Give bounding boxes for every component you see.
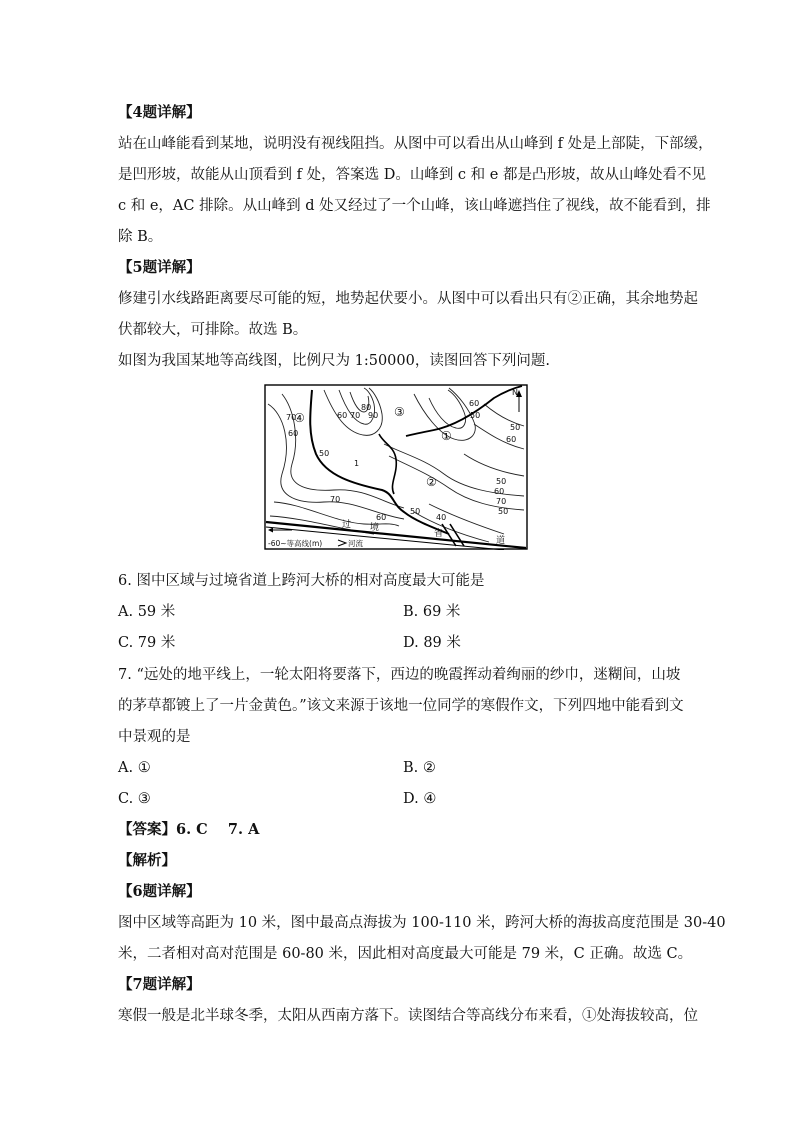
section-6-heading: 【6题详解】 <box>118 883 201 900</box>
q6-option-c[interactable]: C. 79 米 <box>118 635 176 651</box>
question-7-line-3: 中景观的是 <box>118 729 191 745</box>
road-label: 境 <box>370 523 380 533</box>
site-label-4: ④ <box>294 411 305 425</box>
contour-label: 70 <box>350 411 361 420</box>
contour-label: 50 <box>319 449 330 458</box>
q7-option-c[interactable]: C. ③ <box>118 791 151 807</box>
contour-label: 50 <box>410 507 421 516</box>
contour-label: 70 <box>286 413 297 422</box>
road-label: 道 <box>496 536 506 546</box>
contour-label: 60 <box>376 513 387 522</box>
site-label-3: ③ <box>394 405 405 419</box>
contour-label: 60 <box>494 487 505 496</box>
section-5-heading: 【5题详解】 <box>118 259 201 276</box>
contour-label: 70 <box>496 497 507 506</box>
answer-line: 【答案】6. C 7. A <box>118 821 260 838</box>
q7-option-b[interactable]: B. ② <box>403 760 436 776</box>
spot-height-label: 1 <box>354 459 360 468</box>
contour-label: 90 <box>368 411 379 420</box>
contour-label: 40 <box>436 513 447 522</box>
contour-label: 60 <box>506 435 517 444</box>
figure-intro: 如图为我国某地等高线图，比例尺为 1:50000，读图回答下列问题. <box>118 353 550 369</box>
q6-option-a[interactable]: A. 59 米 <box>118 604 176 620</box>
site-label-2: ② <box>426 475 437 489</box>
contour-label: 50 <box>510 423 521 432</box>
road-label: 过 <box>342 520 352 530</box>
contour-label: 70 <box>330 495 341 504</box>
legend-river: 河流 <box>348 539 363 548</box>
contour-map-figure <box>264 384 528 550</box>
section-6-line-1: 图中区域等高距为 10 米，图中最高点海拔为 100-110 米，跨河大桥的海拔高度范围是 30-40 <box>118 915 726 931</box>
q6-option-b[interactable]: B. 69 米 <box>403 604 461 620</box>
section-4-line-3: c 和 e，AC 排除。从山峰到 d 处又经过了一个山峰，该山峰遮挡住了视线，故不能看到，排 <box>118 198 711 214</box>
contour-label: 60 <box>337 411 348 420</box>
q7-option-a[interactable]: A. ① <box>118 760 151 776</box>
contour-label: 60 <box>288 429 299 438</box>
question-7-line-2: 的茅草都镀上了一片金黄色。”该文来源于该地一位同学的寒假作文，下列四地中能看到文 <box>118 698 684 714</box>
contour-label: 80 <box>361 403 372 412</box>
section-4-heading: 【4题详解】 <box>118 104 201 121</box>
section-5-line-1: 修建引水线路距离要尽可能的短，地势起伏要小。从图中可以看出只有②正确，其余地势起 <box>118 291 698 307</box>
section-7-heading: 【7题详解】 <box>118 976 201 993</box>
q7-option-d[interactable]: D. ④ <box>403 791 437 807</box>
site-label-1: ① <box>441 429 452 443</box>
contour-label: 60 <box>469 399 480 408</box>
question-7-line-1: 7. “远处的地平线上，一轮太阳将要落下，西边的晚霞挥动着绚丽的纱巾，迷糊间，山坡 <box>118 667 681 683</box>
section-4-line-2: 是凹形坡，故能从山顶看到 f 处，答案选 D。山峰到 c 和 e 都是凸形坡，故从山峰处看不见 <box>118 167 706 183</box>
q6-option-d[interactable]: D. 89 米 <box>403 635 461 651</box>
analysis-heading: 【解析】 <box>118 852 176 869</box>
contour-label: 50 <box>496 477 507 486</box>
section-6-line-2: 米，二者相对高对范围是 60-80 米，因此相对高度最大可能是 79 米，C 正确。故选 C。 <box>118 946 693 962</box>
contour-label: 50 <box>470 411 481 420</box>
section-4-line-1: 站在山峰能看到某地，说明没有视线阻挡。从图中可以看出从山峰到 f 处是上部陡，下部缓， <box>118 136 713 152</box>
legend-contour: -60~等高线(m) <box>268 539 323 548</box>
section-4-line-4: 除 B。 <box>118 229 163 245</box>
contour-label: 50 <box>498 507 509 516</box>
north-label: N <box>512 388 518 397</box>
road-label: 省 <box>434 529 444 539</box>
section-7-line-1: 寒假一般是北半球冬季，太阳从西南方落下。读图结合等高线分布来看，①处海拔较高，位 <box>118 1008 698 1024</box>
section-5-line-2: 伏都较大，可排除。故选 B。 <box>118 322 308 338</box>
question-6-stem: 6. 图中区域与过境省道上跨河大桥的相对高度最大可能是 <box>118 573 485 589</box>
